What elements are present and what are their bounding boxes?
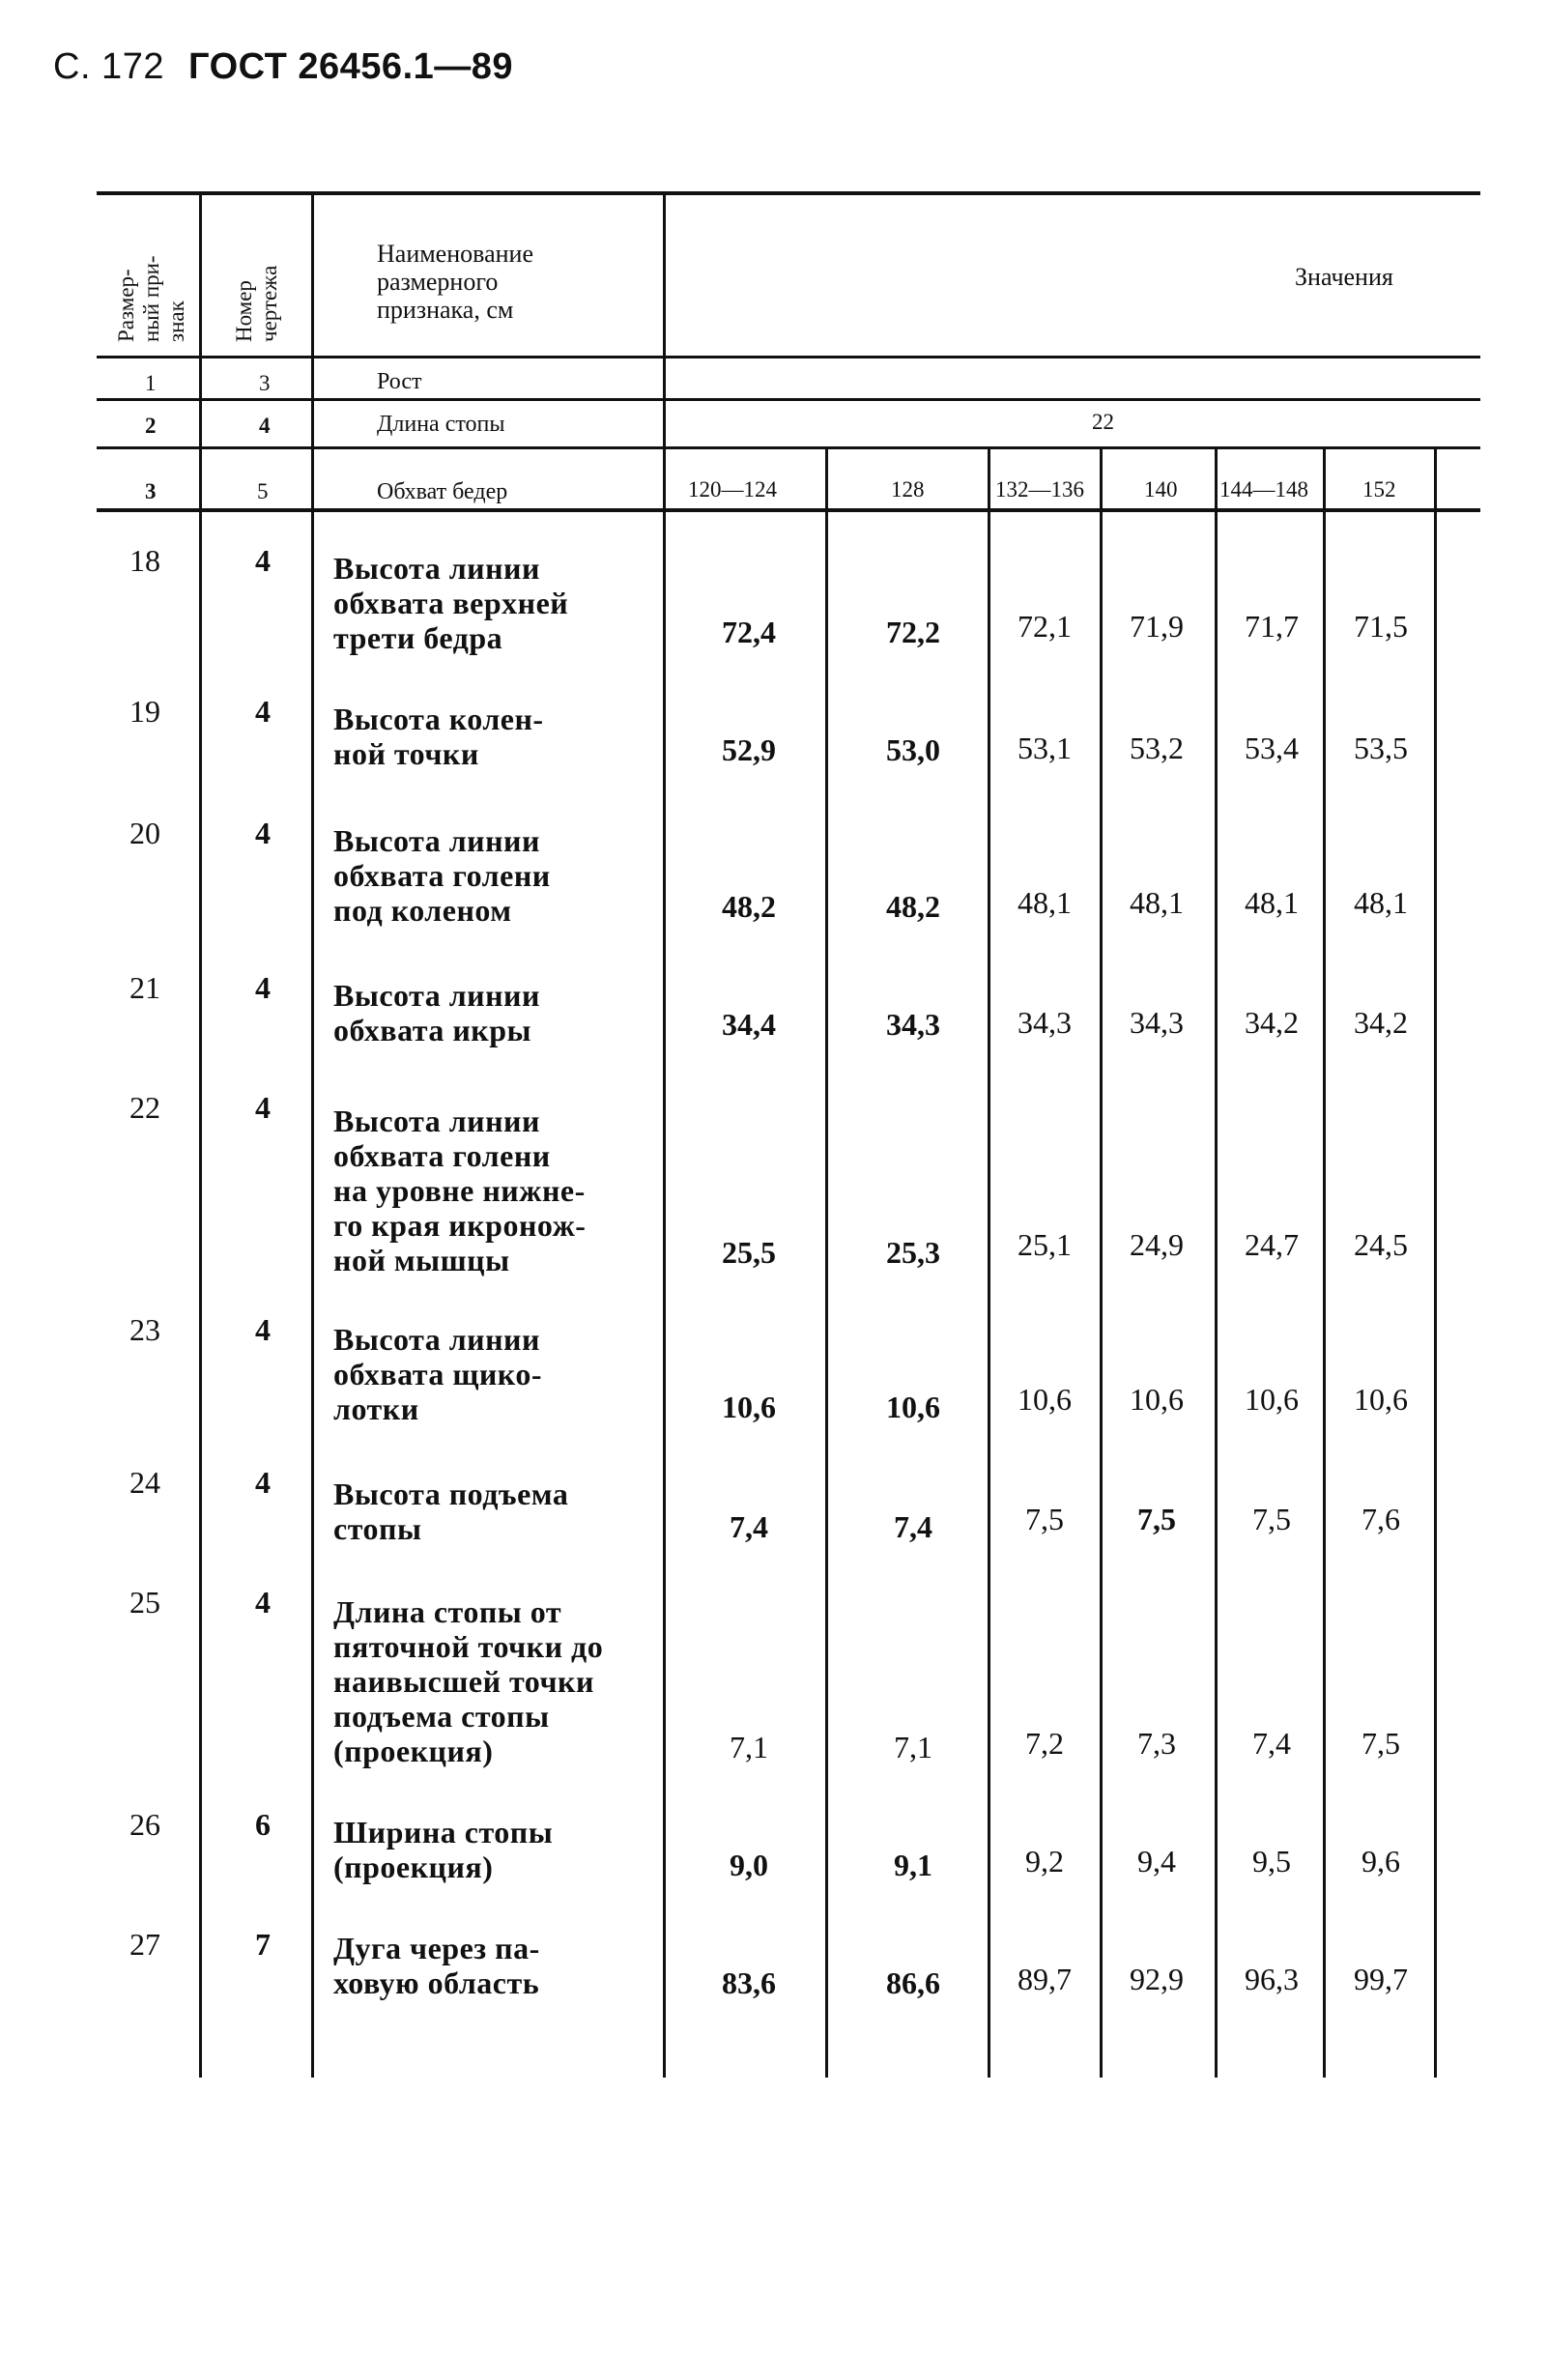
row-18-value-1: 72,4 (722, 615, 776, 649)
subheader-drawing-1: 3 (259, 371, 271, 395)
row-25-value-6: 7,5 (1362, 1726, 1400, 1761)
subheader-name-2: Длина стопы (377, 412, 505, 437)
header-bottom-rule (97, 356, 1480, 358)
row-19-value-4: 53,2 (1130, 731, 1184, 765)
row-23-drawing: 4 (255, 1312, 271, 1347)
row-21-value-6: 34,2 (1354, 1005, 1408, 1040)
row-21-number: 21 (129, 970, 160, 1005)
row-24-value-6: 7,6 (1362, 1502, 1400, 1536)
row-20-value-5: 48,1 (1245, 885, 1299, 920)
row-20-drawing: 4 (255, 816, 271, 850)
row-25-name: Длина стопы от пяточной точки до наивысшей точки подъема стопы (проекция) (333, 1594, 604, 1768)
header-values: Значения (1295, 263, 1393, 291)
row-27-value-5: 96,3 (1245, 1962, 1299, 1996)
row-27-value-2: 86,6 (886, 1965, 940, 2000)
row-22-value-4: 24,9 (1130, 1227, 1184, 1262)
standard-code: ГОСТ 26456.1—89 (188, 46, 514, 87)
row-25-value-3: 7,2 (1025, 1726, 1064, 1761)
row-20-number: 20 (129, 816, 160, 850)
row-25-value-2: 7,1 (894, 1730, 932, 1764)
row-20-value-1: 48,2 (722, 889, 776, 924)
row-21-name: Высота линии обхвата икры (333, 978, 540, 1047)
row-27-name: Дуга через па- ховую область (333, 1931, 540, 2000)
row-20-value-4: 48,1 (1130, 885, 1184, 920)
row-27-number: 27 (129, 1927, 160, 1962)
col-divider-8 (1323, 449, 1326, 2078)
row-27-value-4: 92,9 (1130, 1962, 1184, 1996)
row-22-value-3: 25,1 (1018, 1227, 1072, 1262)
row-26-value-4: 9,4 (1137, 1844, 1176, 1878)
row-25-value-5: 7,4 (1252, 1726, 1291, 1761)
col-divider-3 (663, 191, 666, 2078)
col-divider-9 (1434, 449, 1437, 2078)
row-19-value-2: 53,0 (886, 732, 940, 767)
header-drawing-number: Номер чертежа (232, 265, 281, 342)
subheader-name-3: Обхват бедер (377, 479, 508, 504)
row-22-drawing: 4 (255, 1090, 271, 1125)
subheader-value-2: 22 (1092, 410, 1114, 434)
header-feature-name: Наименование размерного признака, см (377, 240, 533, 324)
range-2: 128 (891, 477, 925, 502)
row-19-value-6: 53,5 (1354, 731, 1408, 765)
row-23-value-5: 10,6 (1245, 1382, 1299, 1417)
row-26-name: Ширина стопы (проекция) (333, 1815, 554, 1884)
row-21-value-2: 34,3 (886, 1007, 940, 1042)
col-divider-6 (1100, 449, 1103, 2078)
row-24-value-4: 7,5 (1137, 1502, 1176, 1536)
col-divider-1 (199, 191, 202, 2078)
row-23-value-2: 10,6 (886, 1390, 940, 1424)
row-18-value-4: 71,9 (1130, 609, 1184, 644)
row-23-value-4: 10,6 (1130, 1382, 1184, 1417)
subheader-num-2: 2 (145, 414, 157, 438)
row-24-value-3: 7,5 (1025, 1502, 1064, 1536)
row-24-name: Высота подъема стопы (333, 1477, 569, 1546)
row-25-number: 25 (129, 1585, 160, 1620)
row-20-value-3: 48,1 (1018, 885, 1072, 920)
subheader-rule-2 (97, 446, 1480, 449)
row-21-value-4: 34,3 (1130, 1005, 1184, 1040)
row-26-value-2: 9,1 (894, 1848, 932, 1882)
subheader-name-1: Рост (377, 369, 422, 394)
row-27-value-1: 83,6 (722, 1965, 776, 2000)
row-20-value-6: 48,1 (1354, 885, 1408, 920)
row-21-drawing: 4 (255, 970, 271, 1005)
subheader-rule-1 (97, 398, 1480, 401)
row-19-drawing: 4 (255, 694, 271, 729)
row-24-value-2: 7,4 (894, 1509, 932, 1544)
row-24-number: 24 (129, 1465, 160, 1500)
row-24-drawing: 4 (255, 1465, 271, 1500)
subheader-num-1: 1 (145, 371, 157, 395)
row-25-value-1: 7,1 (730, 1730, 768, 1764)
row-18-drawing: 4 (255, 543, 271, 578)
row-19-number: 19 (129, 694, 160, 729)
range-1: 120—124 (688, 477, 777, 502)
subheader-drawing-3: 5 (257, 479, 269, 503)
col-divider-4 (825, 449, 828, 2078)
range-4: 140 (1144, 477, 1178, 502)
row-24-value-1: 7,4 (730, 1509, 768, 1544)
row-19-value-1: 52,9 (722, 732, 776, 767)
row-22-value-5: 24,7 (1245, 1227, 1299, 1262)
row-18-name: Высота линии обхвата верхней трети бедра (333, 551, 569, 655)
row-19-name: Высота колен- ной точки (333, 702, 544, 771)
row-23-value-6: 10,6 (1354, 1382, 1408, 1417)
row-26-value-5: 9,5 (1252, 1844, 1291, 1878)
row-26-value-3: 9,2 (1025, 1844, 1064, 1878)
row-26-value-1: 9,0 (730, 1848, 768, 1882)
subheader-num-3: 3 (145, 479, 157, 503)
subheader-bottom-rule (97, 508, 1480, 512)
row-23-value-1: 10,6 (722, 1390, 776, 1424)
col-divider-2 (311, 191, 314, 2078)
row-20-name: Высота линии обхвата голени под коленом (333, 823, 551, 928)
row-19-value-5: 53,4 (1245, 731, 1299, 765)
row-26-drawing: 6 (255, 1807, 271, 1842)
row-22-value-2: 25,3 (886, 1235, 940, 1270)
range-5: 144—148 (1219, 477, 1308, 502)
row-26-number: 26 (129, 1807, 160, 1842)
row-18-value-3: 72,1 (1018, 609, 1072, 644)
header-size-feature: Размер- ный при- знак (114, 255, 188, 342)
row-25-value-4: 7,3 (1137, 1726, 1176, 1761)
row-21-value-3: 34,3 (1018, 1005, 1072, 1040)
row-22-value-1: 25,5 (722, 1235, 776, 1270)
range-6: 152 (1362, 477, 1396, 502)
subheader-drawing-2: 4 (259, 414, 271, 438)
row-27-value-6: 99,7 (1354, 1962, 1408, 1996)
range-3: 132—136 (995, 477, 1084, 502)
row-20-value-2: 48,2 (886, 889, 940, 924)
col-divider-5 (988, 449, 990, 2078)
row-23-name: Высота линии обхвата щико- лотки (333, 1322, 542, 1426)
row-26-value-6: 9,6 (1362, 1844, 1400, 1878)
row-22-number: 22 (129, 1090, 160, 1125)
page-header (53, 46, 527, 88)
row-27-value-3: 89,7 (1018, 1962, 1072, 1996)
row-24-value-5: 7,5 (1252, 1502, 1291, 1536)
row-19-value-3: 53,1 (1018, 731, 1072, 765)
row-21-value-1: 34,4 (722, 1007, 776, 1042)
row-18-value-5: 71,7 (1245, 609, 1299, 644)
row-22-name: Высота линии обхвата голени на уровне нижне- го края икронож- ной мышцы (333, 1104, 587, 1277)
row-21-value-5: 34,2 (1245, 1005, 1299, 1040)
row-23-number: 23 (129, 1312, 160, 1347)
row-18-value-6: 71,5 (1354, 609, 1408, 644)
row-23-value-3: 10,6 (1018, 1382, 1072, 1417)
row-18-number: 18 (129, 543, 160, 578)
page-number: С. 172 (53, 46, 164, 87)
col-divider-7 (1215, 449, 1218, 2078)
row-18-value-2: 72,2 (886, 615, 940, 649)
table-top-rule (97, 191, 1480, 195)
row-27-drawing: 7 (255, 1927, 271, 1962)
row-22-value-6: 24,5 (1354, 1227, 1408, 1262)
row-25-drawing: 4 (255, 1585, 271, 1620)
